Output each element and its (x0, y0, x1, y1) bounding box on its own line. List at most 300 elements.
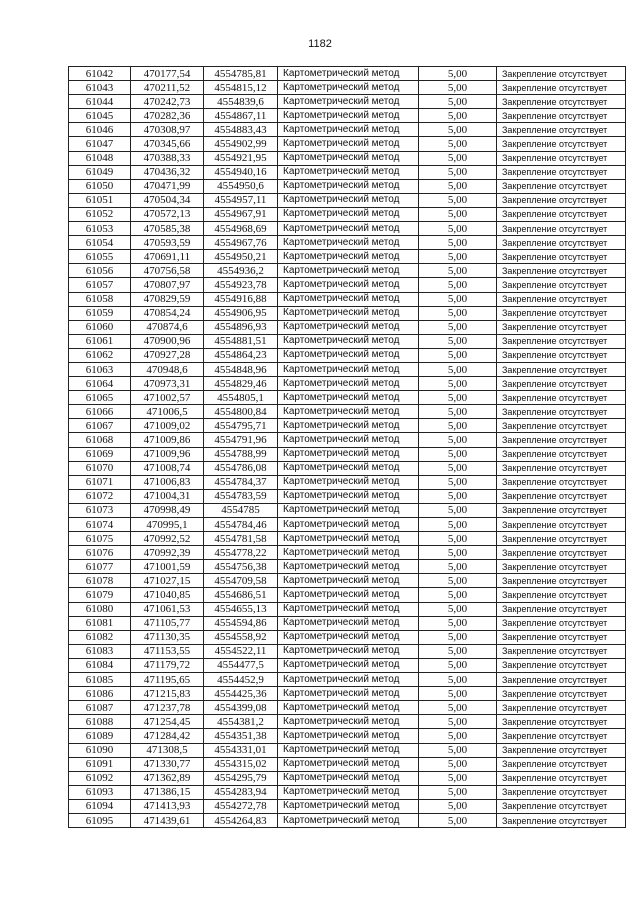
note-cell: Закрепление отсутствует (497, 687, 626, 701)
note-cell: Закрепление отсутствует (497, 250, 626, 264)
x-coordinate-cell: 470345,66 (131, 137, 204, 151)
method-cell: Картометрический метод (278, 292, 419, 306)
note-cell: Закрепление отсутствует (497, 630, 626, 644)
point-number-cell: 61049 (69, 165, 131, 179)
method-cell: Картометрический метод (278, 236, 419, 250)
method-cell: Картометрический метод (278, 771, 419, 785)
accuracy-cell: 5,00 (419, 320, 497, 334)
point-number-cell: 61070 (69, 461, 131, 475)
note-cell: Закрепление отсутствует (497, 658, 626, 672)
accuracy-cell: 5,00 (419, 503, 497, 517)
x-coordinate-cell: 470998,49 (131, 503, 204, 517)
point-number-cell: 61085 (69, 673, 131, 687)
y-coordinate-cell: 4554968,69 (204, 222, 278, 236)
table-row (69, 616, 626, 630)
note-cell: Закрепление отсутствует (497, 391, 626, 405)
table-row (69, 532, 626, 546)
y-coordinate-cell: 4554283,94 (204, 785, 278, 799)
accuracy-cell: 5,00 (419, 67, 497, 81)
table-row (69, 757, 626, 771)
point-number-cell: 61046 (69, 123, 131, 137)
method-cell: Картометрический метод (278, 673, 419, 687)
accuracy-cell: 5,00 (419, 588, 497, 602)
y-coordinate-cell: 4554786,08 (204, 461, 278, 475)
table-row (69, 306, 626, 320)
table-row (69, 362, 626, 376)
table-row (69, 109, 626, 123)
point-number-cell: 61067 (69, 419, 131, 433)
note-cell: Закрепление отсутствует (497, 546, 626, 560)
point-number-cell: 61088 (69, 715, 131, 729)
note-cell: Закрепление отсутствует (497, 433, 626, 447)
note-cell: Закрепление отсутствует (497, 757, 626, 771)
x-coordinate-cell: 470572,13 (131, 207, 204, 221)
y-coordinate-cell: 4554906,95 (204, 306, 278, 320)
note-cell: Закрепление отсутствует (497, 574, 626, 588)
point-number-cell: 61091 (69, 757, 131, 771)
method-cell: Картометрический метод (278, 743, 419, 757)
x-coordinate-cell: 470593,59 (131, 236, 204, 250)
accuracy-cell: 5,00 (419, 743, 497, 757)
table-row (69, 785, 626, 799)
y-coordinate-cell: 4554957,11 (204, 193, 278, 207)
table-row (69, 236, 626, 250)
x-coordinate-cell: 471362,89 (131, 771, 204, 785)
x-coordinate-cell: 470927,28 (131, 348, 204, 362)
method-cell: Картометрический метод (278, 799, 419, 813)
x-coordinate-cell: 470282,36 (131, 109, 204, 123)
x-coordinate-cell: 470756,58 (131, 264, 204, 278)
y-coordinate-cell: 4554781,58 (204, 532, 278, 546)
method-cell: Картометрический метод (278, 475, 419, 489)
x-coordinate-cell: 471254,45 (131, 715, 204, 729)
y-coordinate-cell: 4554425,36 (204, 687, 278, 701)
point-number-cell: 61083 (69, 644, 131, 658)
table-row (69, 743, 626, 757)
method-cell: Картометрический метод (278, 532, 419, 546)
accuracy-cell: 5,00 (419, 278, 497, 292)
x-coordinate-cell: 470973,31 (131, 377, 204, 391)
y-coordinate-cell: 4554848,96 (204, 362, 278, 376)
note-cell: Закрепление отсутствует (497, 222, 626, 236)
method-cell: Картометрический метод (278, 701, 419, 715)
x-coordinate-cell: 471215,83 (131, 687, 204, 701)
accuracy-cell: 5,00 (419, 433, 497, 447)
point-number-cell: 61053 (69, 222, 131, 236)
method-cell: Картометрический метод (278, 785, 419, 799)
point-number-cell: 61090 (69, 743, 131, 757)
coordinates-table (68, 66, 626, 828)
y-coordinate-cell: 4554864,23 (204, 348, 278, 362)
table-row (69, 574, 626, 588)
point-number-cell: 61075 (69, 532, 131, 546)
point-number-cell: 61092 (69, 771, 131, 785)
table-body (69, 67, 626, 828)
table-row (69, 95, 626, 109)
table-row (69, 67, 626, 81)
x-coordinate-cell: 471308,5 (131, 743, 204, 757)
method-cell: Картометрический метод (278, 193, 419, 207)
accuracy-cell: 5,00 (419, 137, 497, 151)
table-row (69, 165, 626, 179)
method-cell: Картометрический метод (278, 503, 419, 517)
x-coordinate-cell: 471002,57 (131, 391, 204, 405)
point-number-cell: 61065 (69, 391, 131, 405)
accuracy-cell: 5,00 (419, 799, 497, 813)
y-coordinate-cell: 4554940,16 (204, 165, 278, 179)
table-row (69, 489, 626, 503)
method-cell: Картометрический метод (278, 602, 419, 616)
y-coordinate-cell: 4554791,96 (204, 433, 278, 447)
x-coordinate-cell: 470992,52 (131, 532, 204, 546)
table-row (69, 813, 626, 827)
y-coordinate-cell: 4554399,08 (204, 701, 278, 715)
x-coordinate-cell: 470854,24 (131, 306, 204, 320)
y-coordinate-cell: 4554795,71 (204, 419, 278, 433)
point-number-cell: 61042 (69, 67, 131, 81)
accuracy-cell: 5,00 (419, 292, 497, 306)
table-row (69, 461, 626, 475)
y-coordinate-cell: 4554452,9 (204, 673, 278, 687)
page-number: 1182 (308, 38, 332, 50)
accuracy-cell: 5,00 (419, 264, 497, 278)
y-coordinate-cell: 4554686,51 (204, 588, 278, 602)
x-coordinate-cell: 471179,72 (131, 658, 204, 672)
y-coordinate-cell: 4554331,01 (204, 743, 278, 757)
y-coordinate-cell: 4554881,51 (204, 334, 278, 348)
method-cell: Картометрический метод (278, 165, 419, 179)
note-cell: Закрепление отсутствует (497, 771, 626, 785)
table-row (69, 137, 626, 151)
table-row (69, 222, 626, 236)
point-number-cell: 61050 (69, 179, 131, 193)
note-cell: Закрепление отсутствует (497, 503, 626, 517)
note-cell: Закрепление отсутствует (497, 644, 626, 658)
note-cell: Закрепление отсутствует (497, 461, 626, 475)
table-row (69, 151, 626, 165)
table-row (69, 475, 626, 489)
accuracy-cell: 5,00 (419, 630, 497, 644)
note-cell: Закрепление отсутствует (497, 377, 626, 391)
accuracy-cell: 5,00 (419, 729, 497, 743)
note-cell: Закрепление отсутствует (497, 673, 626, 687)
note-cell: Закрепление отсутствует (497, 447, 626, 461)
point-number-cell: 61047 (69, 137, 131, 151)
note-cell: Закрепление отсутствует (497, 348, 626, 362)
table-row (69, 503, 626, 517)
x-coordinate-cell: 470177,54 (131, 67, 204, 81)
x-coordinate-cell: 470691,11 (131, 250, 204, 264)
table-row (69, 546, 626, 560)
x-coordinate-cell: 471008,74 (131, 461, 204, 475)
x-coordinate-cell: 471386,15 (131, 785, 204, 799)
method-cell: Картометрический метод (278, 391, 419, 405)
y-coordinate-cell: 4554784,37 (204, 475, 278, 489)
note-cell: Закрепление отсутствует (497, 799, 626, 813)
y-coordinate-cell: 4554295,79 (204, 771, 278, 785)
table-row (69, 602, 626, 616)
point-number-cell: 61054 (69, 236, 131, 250)
x-coordinate-cell: 471330,77 (131, 757, 204, 771)
method-cell: Картометрический метод (278, 489, 419, 503)
accuracy-cell: 5,00 (419, 489, 497, 503)
table-row (69, 264, 626, 278)
accuracy-cell: 5,00 (419, 560, 497, 574)
point-number-cell: 61069 (69, 447, 131, 461)
table-row (69, 715, 626, 729)
x-coordinate-cell: 470436,32 (131, 165, 204, 179)
y-coordinate-cell: 4554264,83 (204, 813, 278, 827)
method-cell: Картометрический метод (278, 67, 419, 81)
x-coordinate-cell: 471009,86 (131, 433, 204, 447)
accuracy-cell: 5,00 (419, 334, 497, 348)
y-coordinate-cell: 4554756,38 (204, 560, 278, 574)
note-cell: Закрепление отсутствует (497, 207, 626, 221)
note-cell: Закрепление отсутствует (497, 81, 626, 95)
table-row (69, 518, 626, 532)
x-coordinate-cell: 470211,52 (131, 81, 204, 95)
y-coordinate-cell: 4554272,78 (204, 799, 278, 813)
point-number-cell: 61063 (69, 362, 131, 376)
method-cell: Картометрический метод (278, 334, 419, 348)
accuracy-cell: 5,00 (419, 306, 497, 320)
note-cell: Закрепление отсутствует (497, 137, 626, 151)
accuracy-cell: 5,00 (419, 644, 497, 658)
accuracy-cell: 5,00 (419, 109, 497, 123)
table-row (69, 644, 626, 658)
point-number-cell: 61051 (69, 193, 131, 207)
y-coordinate-cell: 4554315,02 (204, 757, 278, 771)
note-cell: Закрепление отсутствует (497, 602, 626, 616)
point-number-cell: 61095 (69, 813, 131, 827)
method-cell: Картометрический метод (278, 250, 419, 264)
point-number-cell: 61084 (69, 658, 131, 672)
x-coordinate-cell: 471195,65 (131, 673, 204, 687)
y-coordinate-cell: 4554709,58 (204, 574, 278, 588)
accuracy-cell: 5,00 (419, 518, 497, 532)
point-number-cell: 61082 (69, 630, 131, 644)
method-cell: Картометрический метод (278, 658, 419, 672)
y-coordinate-cell: 4554967,76 (204, 236, 278, 250)
note-cell: Закрепление отсутствует (497, 518, 626, 532)
point-number-cell: 61068 (69, 433, 131, 447)
accuracy-cell: 5,00 (419, 658, 497, 672)
note-cell: Закрепление отсутствует (497, 362, 626, 376)
note-cell: Закрепление отсутствует (497, 475, 626, 489)
method-cell: Картометрический метод (278, 813, 419, 827)
table-row (69, 377, 626, 391)
method-cell: Картометрический метод (278, 644, 419, 658)
note-cell: Закрепление отсутствует (497, 278, 626, 292)
y-coordinate-cell: 4554936,2 (204, 264, 278, 278)
point-number-cell: 61060 (69, 320, 131, 334)
accuracy-cell: 5,00 (419, 715, 497, 729)
point-number-cell: 61066 (69, 405, 131, 419)
method-cell: Картометрический метод (278, 278, 419, 292)
y-coordinate-cell: 4554351,38 (204, 729, 278, 743)
note-cell: Закрепление отсутствует (497, 560, 626, 574)
method-cell: Картометрический метод (278, 81, 419, 95)
note-cell: Закрепление отсутствует (497, 193, 626, 207)
note-cell: Закрепление отсутствует (497, 67, 626, 81)
x-coordinate-cell: 471130,35 (131, 630, 204, 644)
accuracy-cell: 5,00 (419, 222, 497, 236)
y-coordinate-cell: 4554778,22 (204, 546, 278, 560)
method-cell: Картометрический метод (278, 151, 419, 165)
x-coordinate-cell: 470242,73 (131, 95, 204, 109)
note-cell: Закрепление отсутствует (497, 165, 626, 179)
accuracy-cell: 5,00 (419, 362, 497, 376)
accuracy-cell: 5,00 (419, 377, 497, 391)
table-row (69, 207, 626, 221)
point-number-cell: 61043 (69, 81, 131, 95)
x-coordinate-cell: 471061,53 (131, 602, 204, 616)
table-row (69, 123, 626, 137)
table-row (69, 250, 626, 264)
accuracy-cell: 5,00 (419, 151, 497, 165)
y-coordinate-cell: 4554381,2 (204, 715, 278, 729)
table-row (69, 348, 626, 362)
accuracy-cell: 5,00 (419, 602, 497, 616)
y-coordinate-cell: 4554921,95 (204, 151, 278, 165)
method-cell: Картометрический метод (278, 419, 419, 433)
table-row (69, 771, 626, 785)
y-coordinate-cell: 4554522,11 (204, 644, 278, 658)
x-coordinate-cell: 470829,59 (131, 292, 204, 306)
point-number-cell: 61077 (69, 560, 131, 574)
method-cell: Картометрический метод (278, 729, 419, 743)
x-coordinate-cell: 471009,96 (131, 447, 204, 461)
point-number-cell: 61080 (69, 602, 131, 616)
method-cell: Картометрический метод (278, 433, 419, 447)
method-cell: Картометрический метод (278, 222, 419, 236)
point-number-cell: 61057 (69, 278, 131, 292)
point-number-cell: 61079 (69, 588, 131, 602)
accuracy-cell: 5,00 (419, 123, 497, 137)
x-coordinate-cell: 471105,77 (131, 616, 204, 630)
point-number-cell: 61056 (69, 264, 131, 278)
x-coordinate-cell: 471006,83 (131, 475, 204, 489)
point-number-cell: 61076 (69, 546, 131, 560)
method-cell: Картометрический метод (278, 447, 419, 461)
method-cell: Картометрический метод (278, 95, 419, 109)
method-cell: Картометрический метод (278, 630, 419, 644)
x-coordinate-cell: 471439,61 (131, 813, 204, 827)
method-cell: Картометрический метод (278, 461, 419, 475)
point-number-cell: 61078 (69, 574, 131, 588)
point-number-cell: 61048 (69, 151, 131, 165)
method-cell: Картометрический метод (278, 348, 419, 362)
method-cell: Картометрический метод (278, 306, 419, 320)
accuracy-cell: 5,00 (419, 419, 497, 433)
note-cell: Закрепление отсутствует (497, 179, 626, 193)
y-coordinate-cell: 4554788,99 (204, 447, 278, 461)
table-row (69, 193, 626, 207)
method-cell: Картометрический метод (278, 377, 419, 391)
note-cell: Закрепление отсутствует (497, 701, 626, 715)
x-coordinate-cell: 471004,31 (131, 489, 204, 503)
note-cell: Закрепление отсутствует (497, 236, 626, 250)
table-row (69, 447, 626, 461)
note-cell: Закрепление отсутствует (497, 729, 626, 743)
point-number-cell: 61045 (69, 109, 131, 123)
accuracy-cell: 5,00 (419, 179, 497, 193)
y-coordinate-cell: 4554594,86 (204, 616, 278, 630)
method-cell: Картометрический метод (278, 264, 419, 278)
method-cell: Картометрический метод (278, 560, 419, 574)
note-cell: Закрепление отсутствует (497, 405, 626, 419)
accuracy-cell: 5,00 (419, 813, 497, 827)
accuracy-cell: 5,00 (419, 193, 497, 207)
table-row (69, 658, 626, 672)
y-coordinate-cell: 4554558,92 (204, 630, 278, 644)
table-row (69, 179, 626, 193)
x-coordinate-cell: 470995,1 (131, 518, 204, 532)
point-number-cell: 61087 (69, 701, 131, 715)
point-number-cell: 61072 (69, 489, 131, 503)
note-cell: Закрепление отсутствует (497, 715, 626, 729)
note-cell: Закрепление отсутствует (497, 292, 626, 306)
x-coordinate-cell: 470504,34 (131, 193, 204, 207)
table-row (69, 687, 626, 701)
note-cell: Закрепление отсутствует (497, 785, 626, 799)
y-coordinate-cell: 4554785,81 (204, 67, 278, 81)
table-row (69, 391, 626, 405)
x-coordinate-cell: 471006,5 (131, 405, 204, 419)
y-coordinate-cell: 4554655,13 (204, 602, 278, 616)
note-cell: Закрепление отсутствует (497, 489, 626, 503)
accuracy-cell: 5,00 (419, 405, 497, 419)
note-cell: Закрепление отсутствует (497, 264, 626, 278)
point-number-cell: 61094 (69, 799, 131, 813)
x-coordinate-cell: 470874,6 (131, 320, 204, 334)
method-cell: Картометрический метод (278, 405, 419, 419)
x-coordinate-cell: 471153,55 (131, 644, 204, 658)
point-number-cell: 61061 (69, 334, 131, 348)
method-cell: Картометрический метод (278, 616, 419, 630)
method-cell: Картометрический метод (278, 362, 419, 376)
table-row (69, 419, 626, 433)
table-row (69, 729, 626, 743)
point-number-cell: 61059 (69, 306, 131, 320)
point-number-cell: 61058 (69, 292, 131, 306)
table-row (69, 334, 626, 348)
x-coordinate-cell: 470585,38 (131, 222, 204, 236)
accuracy-cell: 5,00 (419, 391, 497, 405)
accuracy-cell: 5,00 (419, 771, 497, 785)
note-cell: Закрепление отсутствует (497, 306, 626, 320)
point-number-cell: 61093 (69, 785, 131, 799)
table-row (69, 588, 626, 602)
y-coordinate-cell: 4554783,59 (204, 489, 278, 503)
accuracy-cell: 5,00 (419, 236, 497, 250)
accuracy-cell: 5,00 (419, 475, 497, 489)
note-cell: Закрепление отсутствует (497, 532, 626, 546)
point-number-cell: 61055 (69, 250, 131, 264)
note-cell: Закрепление отсутствует (497, 320, 626, 334)
accuracy-cell: 5,00 (419, 447, 497, 461)
accuracy-cell: 5,00 (419, 687, 497, 701)
y-coordinate-cell: 4554784,46 (204, 518, 278, 532)
point-number-cell: 61081 (69, 616, 131, 630)
point-number-cell: 61073 (69, 503, 131, 517)
accuracy-cell: 5,00 (419, 673, 497, 687)
accuracy-cell: 5,00 (419, 348, 497, 362)
y-coordinate-cell: 4554950,6 (204, 179, 278, 193)
x-coordinate-cell: 470471,99 (131, 179, 204, 193)
y-coordinate-cell: 4554902,99 (204, 137, 278, 151)
accuracy-cell: 5,00 (419, 785, 497, 799)
